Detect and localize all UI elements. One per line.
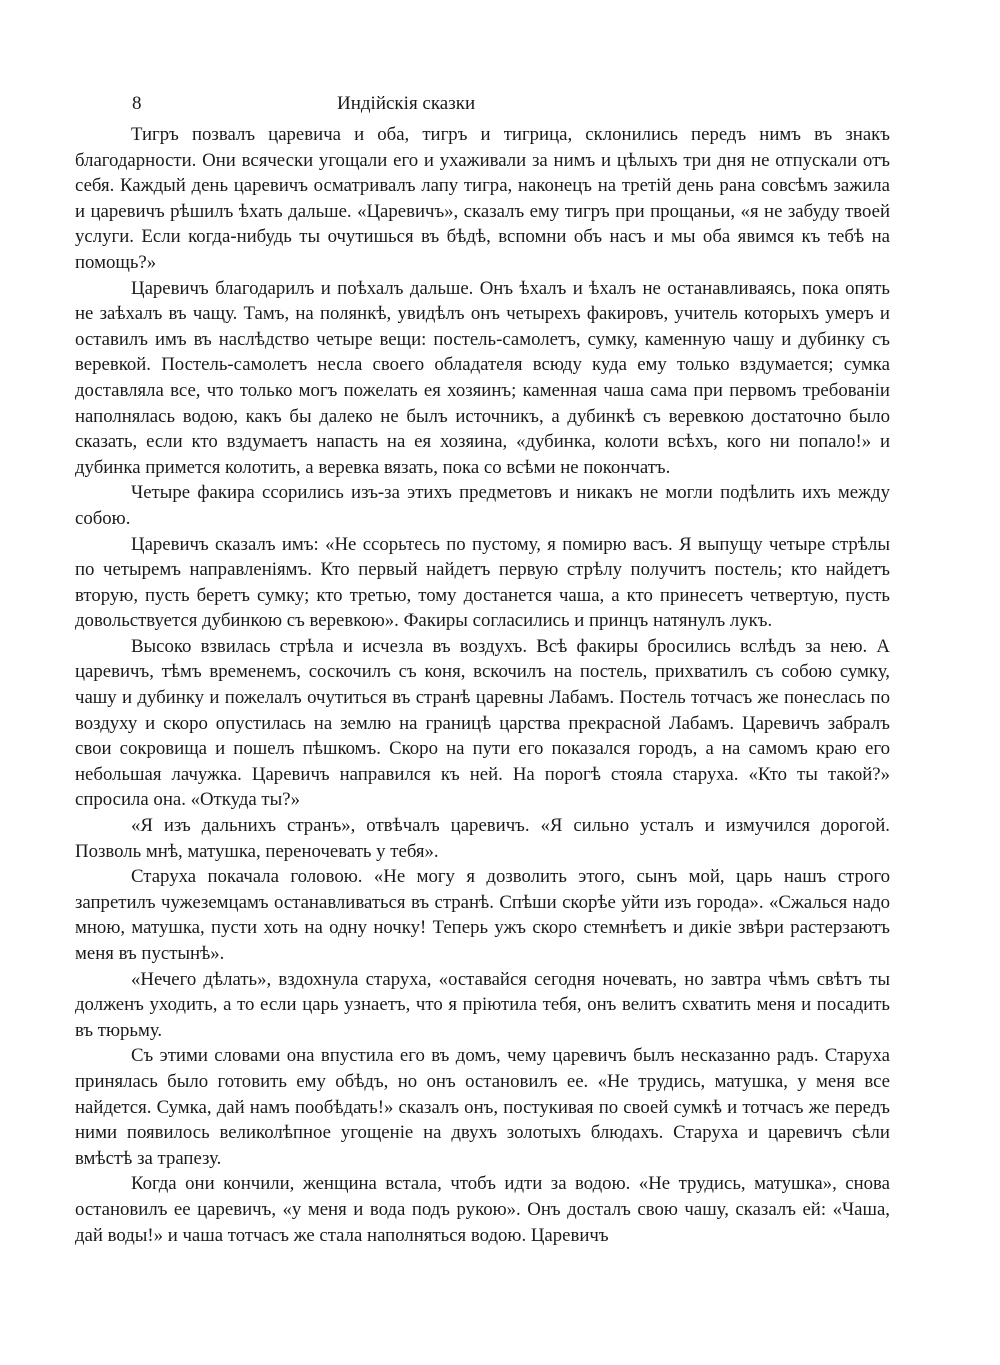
body-text <box>75 122 890 1248</box>
paragraph: Четыре факира ссорились изъ-за этихъ предметовъ и никакъ не могли подѣлить ихъ между собою. <box>75 482 890 529</box>
paragraph: Царевичъ сказалъ имъ: «Не ссорьтесь по пустому, я помирю васъ. Я выпущу четыре стрѣлы по четыремъ направленiямъ. Кто первый найдетъ первую стрѣлу получитъ постель; кто найдетъ вторую, пусть беретъ сумку; кто третью, тому достанется чаша, а кто принесетъ четвертую, пусть довольствуется дубинкою съ веревкою». Факиры согласились и принцъ натянулъ лукъ. <box>75 533 890 632</box>
paragraph: Старуха покачала головою. «Не могу я дозволить этого, сынъ мой, царь нашъ строго запретилъ чужеземцамъ останавливаться въ странѣ. Спѣши скорѣе уйти изъ города». «Сжалься надо мною, матушка, пусти хоть на одну ночку! Теперь ужъ скоро стемнѣетъ и дикiе звѣри растерзаютъ меня въ пустынѣ». <box>75 866 890 964</box>
paragraph: Царевичъ благодарилъ и поѣхалъ дальше. Онъ ѣхалъ и ѣхалъ не останавливаясь, пока опять не заѣхалъ въ чащу. Тамъ, на полянкѣ, увидѣлъ онъ четырехъ факировъ, учитель которыхъ умеръ и оставилъ имъ въ наслѣдство четыре вещи: постель-самолетъ, сумку, каменную чашу и дубинку съ веревкой. Постель-самолетъ несла своего обладателя всюду куда ему только вздумается; сумка доставляла все, что только могъ пожелать ея хозяинъ; каменная чаша сама при первомъ требованiи наполнялась водою, какъ бы далеко не былъ источникъ, а дубинкѣ съ веревкою достаточно было сказать, если кто вздумаетъ напасть на ея хозяина, «дубинка, колоти всѣхъ, кого ни попало!» и дубинка примется колотить, а веревка вязать, пока со всѣми не покончатъ. <box>75 277 890 478</box>
running-title: Индiйскiя сказки <box>337 93 476 114</box>
paragraph: «Я изъ дальнихъ странъ», отвѣчалъ царевичъ. «Я сильно усталъ и измучился дорогой. Позволь мнѣ, матушка, переночевать у тебя». <box>75 815 890 862</box>
paragraph: Высоко взвилась стрѣла и исчезла въ воздухъ. Всѣ факиры бросились вслѣдъ за нею. А царевичъ, тѣмъ временемъ, соскочилъ съ коня, вскочилъ на постель, прихватилъ съ собою сумку, чашу и дубинку и пожелалъ очутиться въ странѣ царевны Лабамъ. Постель тотчасъ же понеслась по воздуху и скоро опустилась на землю на границѣ царства прекрасной Лабамъ. Царевичъ забралъ свои сокровища и пошелъ пѣшкомъ. Скоро на пути его показался городъ, а на самомъ краю его небольшая лачужка. Царевичъ направился къ ней. На порогѣ стояла старуха. «Кто ты такой?» спросила она. «Откуда ты?» <box>75 635 890 811</box>
paragraph: «Нечего дѣлать», вздохнула старуха, «оставайся сегодня ночевать, но завтра чѣмъ свѣтъ ты долженъ уходить, а то если царь узнаетъ, что я прiютила тебя, онъ велитъ схватить меня и посадить въ тюрьму. <box>75 968 890 1041</box>
paragraph: Съ этими словами она впустила его въ домъ, чему царевичъ былъ несказанно радъ. Старуха принялась было готовить ему обѣдъ, но онъ остановилъ ее. «Не трудись, матушка, у меня все найдется. Сумка, дай намъ пообѣдать!» сказалъ онъ, постукивая по своей сумкѣ и тотчасъ же передъ ними появилось великолѣпное угощенiе на двухъ золотыхъ блюдахъ. Старуха и царевичъ сѣли вмѣстѣ за трапезу. <box>75 1045 890 1169</box>
running-head <box>75 92 890 122</box>
page-number: 8 <box>132 93 142 114</box>
book-page <box>75 92 890 1248</box>
paragraph: Тигръ позвалъ царевича и оба, тигръ и тигрица, склонились передъ нимъ въ знакъ благодарности. Они всячески угощали его и ухаживали за нимъ и цѣлыхъ три дня не отпускали отъ себя. Каждый день царевичъ осматривалъ лапу тигра, наконецъ на третiй день рана совсѣмъ зажила и царевичъ рѣшилъ ѣхать дальше. «Царевичъ», сказалъ ему тигръ при прощаньи, «я не забуду твоей услуги. Если когда-нибудь ты очутишься въ бѣдѣ, вспомни объ насъ и мы оба явимся къ тебѣ на помощь?» <box>75 124 890 273</box>
paragraph: Когда они кончили, женщина встала, чтобъ идти за водою. «Не трудись, матушка», снова остановилъ ее царевичъ, «у меня и вода подъ рукою». Онъ досталъ свою чашу, сказалъ ей: «Чаша, дай воды!» и чаша тотчасъ же стала наполняться водою. Царевичъ <box>75 1173 890 1246</box>
